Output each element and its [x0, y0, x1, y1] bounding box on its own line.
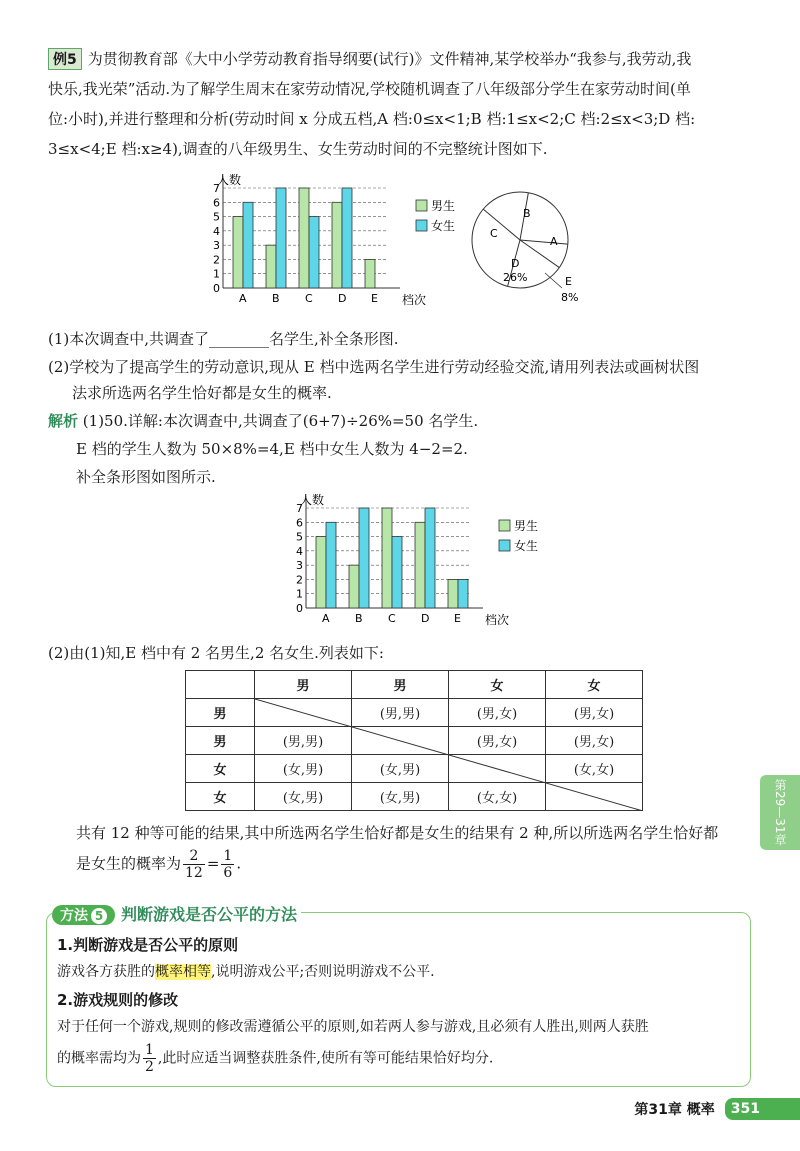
- legend-swatch: [499, 540, 510, 551]
- bar-D-男生: [415, 522, 425, 608]
- legend-swatch: [416, 200, 427, 211]
- x-tick-label: B: [355, 612, 363, 625]
- y-tick-label: 6: [296, 516, 303, 530]
- y-tick-label: 7: [213, 182, 220, 195]
- bar-C-男生: [382, 508, 392, 608]
- pie-label-A: A: [550, 235, 558, 248]
- bar-C-女生: [392, 537, 402, 608]
- pie-percent-D: 26%: [503, 271, 528, 284]
- example-tag: 例5: [48, 48, 82, 70]
- bar-B-女生: [276, 188, 286, 288]
- bar-D-女生: [342, 188, 352, 288]
- table-header-cell: 男: [255, 671, 352, 699]
- example-line-3: 位:小时),并进行整理和分析(劳动时间 x 分成五档,A 档:0≤x<1;B 档:1≤x<2;C 档:2≤x<3;D 档:: [48, 110, 696, 128]
- chapter-side-tab: 第29—31章: [760, 775, 800, 850]
- table-cell: (男,男): [352, 699, 449, 727]
- method-subtitle-2: 2.游戏规则的修改: [57, 991, 179, 1009]
- y-tick-label: 3: [296, 559, 303, 573]
- method-text-1: 游戏各方获胜的概率相等,说明游戏公平;否则说明游戏不公平.: [57, 964, 435, 980]
- x-axis-label: 档次: [402, 293, 427, 307]
- table-cell: (女,女): [449, 783, 546, 811]
- solution-line-6: 是女生的概率为 $\frac{2}{12}$ = $\frac{1}{6}$ .: [76, 848, 242, 881]
- bar-A-女生: [326, 522, 336, 608]
- method-tag: 方法 5: [52, 905, 115, 925]
- solution-line-2: E 档的学生人数为 50×8%=4,E 档中女生人数为 4−2=2.: [76, 440, 468, 458]
- x-tick-label: A: [322, 612, 330, 625]
- table-cell: (男,男): [255, 727, 352, 755]
- x-tick-label: D: [421, 612, 430, 625]
- legend-swatch: [499, 520, 510, 531]
- bar-B-男生: [266, 245, 276, 288]
- bar-E-女生: [458, 579, 468, 608]
- y-axis-label: 人数: [300, 493, 325, 507]
- highlight-probability-equal: 概率相等: [155, 964, 211, 980]
- y-tick-label: 2: [213, 253, 220, 267]
- table-cell: (男,女): [449, 727, 546, 755]
- method-text-3: 的概率需均为 $\frac{1}{2}$ ,此时应适当调整获胜条件,使所有等可能结果恰好均分.: [57, 1042, 494, 1075]
- bar-E-男生: [365, 259, 375, 288]
- bar-chart-incomplete: [195, 170, 455, 310]
- example-line-1: 例5 为贯彻教育部《大中小学劳动教育指导纲要(试行)》文件精神,某学校举办“我参与,我劳动,我: [48, 48, 691, 70]
- table-cell: (女,男): [255, 783, 352, 811]
- table-row-header: 男: [186, 699, 255, 727]
- y-tick-label: 4: [296, 544, 303, 558]
- question-2-line-2: 法求所选两名学生恰好都是女生的概率.: [72, 384, 332, 402]
- x-tick-label: A: [239, 292, 247, 305]
- y-tick-label: 5: [296, 530, 303, 544]
- page-number: 351: [725, 1098, 800, 1120]
- bar-B-男生: [349, 565, 359, 608]
- x-axis-label: 档次: [485, 613, 510, 627]
- y-axis-label: 人数: [217, 173, 242, 187]
- solution-line-1: 解析 (1)50.详解:本次调查中,共调查了(6+7)÷26%=50 名学生.: [48, 412, 479, 430]
- example-line-2: 快乐,我光荣”活动.为了解学生周末在家劳动情况,学校随机调查了八年级部分学生在家劳动时间(单: [48, 80, 691, 98]
- y-tick-label: 6: [213, 196, 220, 210]
- pie-label-D: D: [511, 257, 520, 270]
- pie-percent-E: 8%: [561, 291, 579, 304]
- fraction-1-6: $\frac{1}{6}$: [223, 848, 233, 881]
- y-tick-label: 1: [296, 587, 303, 601]
- legend-label: 男生: [431, 199, 455, 213]
- bar-C-女生: [309, 217, 319, 288]
- pie-label-C: C: [490, 227, 498, 240]
- legend-swatch: [416, 220, 427, 231]
- legend-label: 女生: [431, 219, 455, 233]
- table-cell: (女,女): [546, 755, 643, 783]
- page-footer: [634, 1098, 800, 1120]
- y-tick-label: 0: [213, 282, 220, 295]
- table-header-cell: 女: [449, 671, 546, 699]
- table-row-header: 女: [186, 783, 255, 811]
- bar-C-男生: [299, 188, 309, 288]
- pie-label-B: B: [523, 207, 531, 220]
- example-line-4: 3≤x<4;E 档:x≥4),调查的八年级男生、女生劳动时间的不完整统计图如下.: [48, 140, 548, 158]
- x-tick-label: B: [272, 292, 280, 305]
- y-tick-label: 0: [296, 602, 303, 615]
- y-tick-label: 4: [213, 224, 220, 238]
- question-1: (1)本次调查中,共调查了________名学生,补全条形图.: [48, 330, 399, 348]
- bar-A-男生: [233, 217, 243, 288]
- pie-label-E: E: [565, 275, 572, 288]
- y-tick-label: 7: [296, 502, 303, 515]
- x-tick-label: C: [305, 292, 313, 305]
- table-header-cell: 女: [546, 671, 643, 699]
- fraction-2-12: $\frac{2}{12}$: [185, 848, 203, 881]
- fraction-1-2: $\frac{1}{2}$: [145, 1042, 154, 1075]
- table-cell: (女,男): [255, 755, 352, 783]
- table-cell: (女,男): [352, 783, 449, 811]
- bar-D-女生: [425, 508, 435, 608]
- footer-chapter: 第31章 概率: [634, 1102, 715, 1118]
- table-cell: (男,女): [449, 699, 546, 727]
- solution-label: 解析: [48, 412, 79, 430]
- bar-A-女生: [243, 202, 253, 288]
- bar-E-男生: [448, 579, 458, 608]
- table-header-cell: 男: [352, 671, 449, 699]
- method-header: 方法 5 判断游戏是否公平的方法: [52, 902, 301, 925]
- method-text-2: 对于任何一个游戏,规则的修改需遵循公平的原则,如若两人参与游戏,且必须有人胜出,则两人获胜: [57, 1019, 649, 1035]
- y-tick-label: 1: [213, 267, 220, 281]
- legend-label: 女生: [514, 539, 539, 553]
- method-subtitle-1: 1.判断游戏是否公平的原则: [57, 936, 239, 954]
- table-row-header: 女: [186, 755, 255, 783]
- solution-line-3: 补全条形图如图所示.: [76, 468, 216, 486]
- x-tick-label: E: [371, 292, 378, 305]
- bar-D-男生: [332, 202, 342, 288]
- table-header-cell: [186, 671, 255, 699]
- table-cell: (女,男): [352, 755, 449, 783]
- table-cell: (男,女): [546, 699, 643, 727]
- legend-label: 男生: [514, 519, 539, 533]
- x-tick-label: C: [388, 612, 396, 625]
- pie-chart: [465, 185, 595, 310]
- pie-pointer-E: [545, 273, 562, 288]
- question-2-line-1: (2)学校为了提高学生的劳动意识,现从 E 档中选两名学生进行劳动经验交流,请用列表法或画树状图: [48, 358, 700, 376]
- bar-A-男生: [316, 537, 326, 608]
- solution-line-4: (2)由(1)知,E 档中有 2 名男生,2 名女生.列表如下:: [48, 644, 384, 662]
- y-tick-label: 2: [296, 573, 303, 587]
- solution-line-5: 共有 12 种等可能的结果,其中所选两名学生恰好都是女生的结果有 2 种,所以所选两名学生恰好都: [76, 824, 719, 842]
- bar-chart-complete: [278, 490, 548, 635]
- table-cell: (男,女): [546, 727, 643, 755]
- bar-B-女生: [359, 508, 369, 608]
- table-row-header: 男: [186, 727, 255, 755]
- table-diagonal: [255, 699, 643, 811]
- x-tick-label: D: [338, 292, 347, 305]
- x-tick-label: E: [454, 612, 461, 625]
- y-tick-label: 5: [213, 210, 220, 224]
- y-tick-label: 3: [213, 239, 220, 253]
